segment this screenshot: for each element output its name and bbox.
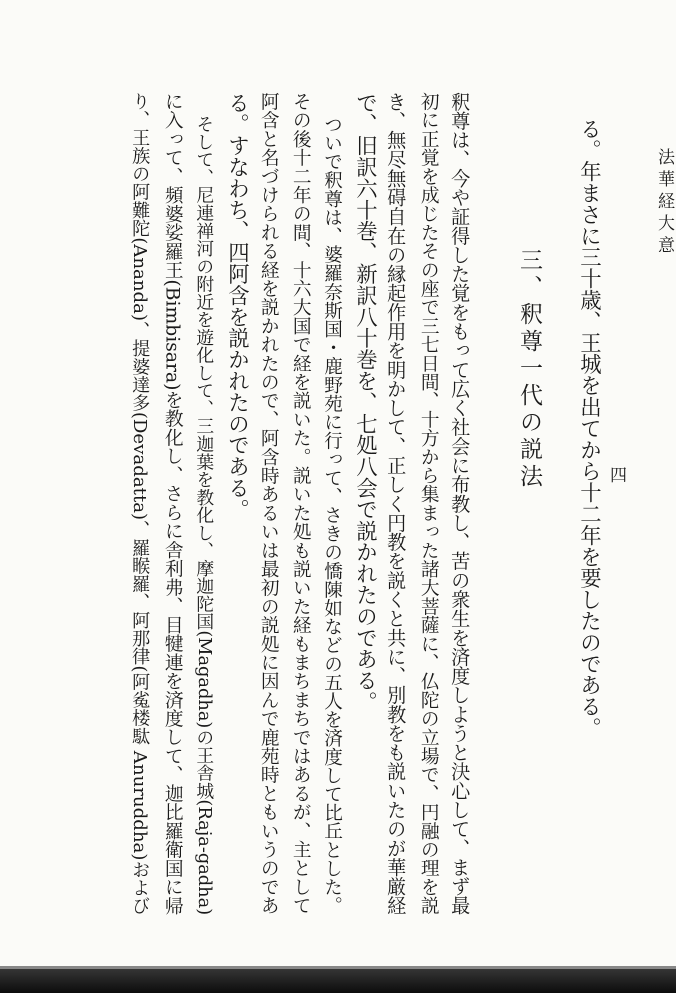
running-title: 法華経大意	[654, 148, 674, 258]
scan-bottom-edge	[0, 966, 676, 993]
text-column-4: き、無尽無碍自在の縁起作用を明かして、正しく円教を説くと共に、別教をも説いたのが華厳経	[384, 92, 408, 916]
text-column-1: る。年まさに三十歳、王城を出てから十二年を要したのである。	[576, 118, 602, 739]
section-heading: 三、釈尊一代の説法	[516, 248, 542, 491]
text-column-11: に入って、頻婆娑羅王(Bimbisara)を教化し、さらに舎利弗、目犍連を済度して、迦比羅衛国に帰	[161, 92, 183, 916]
text-column-7: その後十二年の間、十六大国で経を説いた。説いた処も説いた経もまちまちではあるが、主として	[289, 92, 311, 915]
text-column-10: そして、尼連禅河の附近を遊化して、三迦葉を教化し、摩迦陀国(Magadha)の王舎城(Raja-gadha)	[193, 115, 214, 916]
text-column-2: 釈尊は、今や証得した覚をもって広く社会に布教し、苦の衆生を済度しようと決心して、まず最	[448, 92, 472, 916]
page-number: 四	[606, 466, 626, 483]
text-column-3: 初に正覚を成じたその座で三七日間、十方から集まった諸大菩薩に、仏陀の立場で、円融の理を説	[417, 92, 439, 915]
text-column-9: る。すなわち、四阿含を説かれたのである。	[224, 92, 250, 520]
text-column-5: で、旧訳六十巻、新訳八十巻を、七処八会で説かれたのである。	[352, 92, 378, 713]
text-column-6: ついで釈尊は、婆羅奈斯国・鹿野苑に行って、さきの憍陳如などの五人を済度して比丘とした。	[321, 115, 343, 915]
text-column-8: 阿含と名づけられる経を説かれたので、阿含時あるいは最初の説処に因んで鹿苑時ともいうのであ	[257, 92, 279, 915]
text-column-12: り、王族の阿難陀(Ananda)、提婆達多(Devadatta)、羅睺羅、阿那律(阿㝹楼駄 Anuruddha)および	[129, 92, 151, 915]
